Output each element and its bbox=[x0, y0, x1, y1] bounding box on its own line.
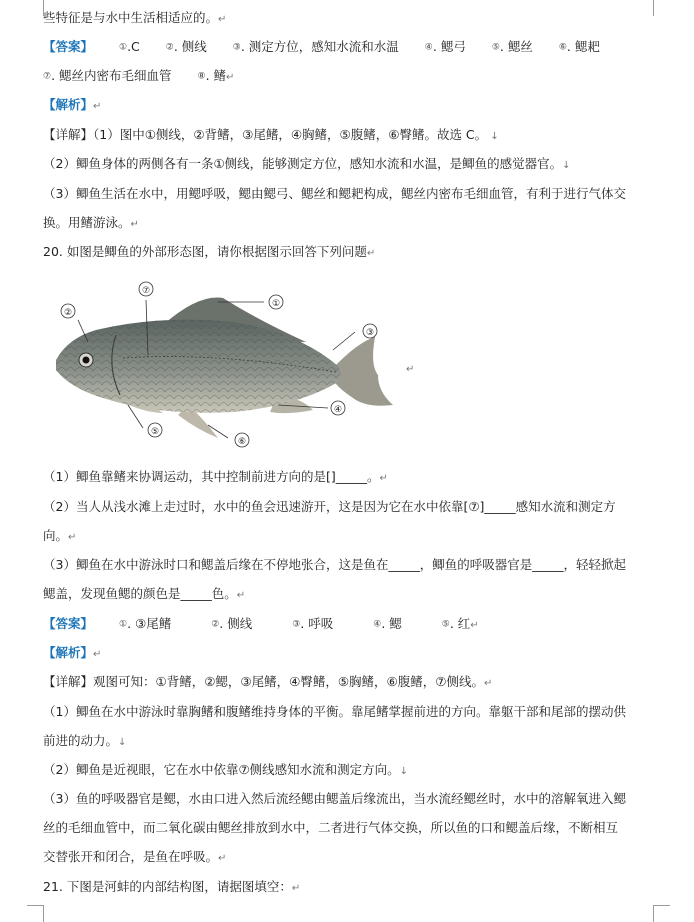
answer-item: ⑥. 鳃耙 bbox=[558, 39, 600, 54]
answer-item: ④. 鳃 bbox=[373, 616, 402, 631]
analysis-label: 【解析】 bbox=[43, 97, 94, 112]
answer-item: ⑦. 鳃丝内密布毛细血管 bbox=[43, 68, 172, 83]
answer-item: ⑤. 鳃丝 bbox=[491, 39, 533, 54]
svg-text:↵: ↵ bbox=[406, 364, 415, 375]
question-20: 20. 如图是鲫鱼的外部形态图，请你根据图示回答下列问题↵ bbox=[43, 244, 376, 259]
text-line: 【详解】观图可知：①背鳍，②鳃，③尾鳍，④臀鳍，⑤胸鳍，⑥腹鳍，⑦侧线。↵ bbox=[43, 674, 493, 689]
label-6: ⑥ bbox=[237, 437, 247, 447]
answer-line-2: ⑦. 鳃丝内密布毛细血管 ⑧. 鳍↵ bbox=[43, 68, 235, 83]
text-line: 换。用鳍游泳。↵ bbox=[43, 215, 139, 230]
corner-mark bbox=[27, 905, 44, 922]
answer-item: ③. 呼吸 bbox=[292, 616, 334, 631]
text-line: （2）当人从浅水滩上走过时，水中的鱼会迅速游开，这是因为它在水中依靠[⑦]_____感知水流和测定方 bbox=[43, 499, 616, 514]
text-line: 鳃盖，发现鱼鳃的颜色是_____色。↵ bbox=[43, 586, 246, 601]
text-line: （3）鲫鱼在水中游泳时口和鳃盖后缘在不停地张合，这是鱼在_____，鲫鱼的呼吸器官是_____，轻轻掀起 bbox=[43, 557, 626, 572]
text-line: （3）鲫鱼生活在水中，用鳃呼吸，鳃由鳃弓、鳃丝和鳃耙构成，鳃丝内密布毛细血管，有利于进行气体交 bbox=[43, 186, 626, 201]
label-4: ④ bbox=[333, 405, 343, 415]
label-2: ② bbox=[63, 308, 73, 318]
tail-fin bbox=[333, 337, 393, 406]
label-3: ③ bbox=[365, 328, 375, 338]
label-7: ⑦ bbox=[141, 286, 151, 296]
corner-mark bbox=[653, 0, 670, 16]
corner-mark bbox=[653, 905, 670, 922]
corner-mark bbox=[27, 0, 44, 16]
answer-item: ③. 测定方位，感知水流和水温 bbox=[232, 39, 399, 54]
answer-item: ⑧. 鳍 bbox=[197, 68, 227, 83]
text-line: 丝的毛细血管中，而二氧化碳由鳃丝排放到水中，二者进行气体交换，所以鱼的口和鳃盖后缘，不断相互 bbox=[43, 820, 619, 835]
label-1: ① bbox=[271, 299, 281, 309]
answer-item: ⑤. 红 bbox=[441, 616, 471, 631]
answer-item: ②. 侧线 bbox=[165, 39, 207, 54]
text-line: 些特征是与水中生活相适应的。↵ bbox=[43, 10, 227, 25]
text-line: （1）鲫鱼在水中游泳时靠胸鳍和腹鳍维持身体的平衡。靠尾鳍掌握前进的方向。靠躯干部和尾部的摆动供 bbox=[43, 704, 626, 719]
answer-item: ①. ③尾鳍 bbox=[119, 616, 172, 631]
answer-line-3: 【答案】 ①. ③尾鳍 ②. 侧线 ③. 呼吸 ④. 鳃 ⑤. 红↵ bbox=[43, 616, 479, 631]
analysis-label: 【解析】 bbox=[43, 645, 94, 660]
text-line: 向。↵ bbox=[43, 528, 77, 543]
text-line: （2）鲫鱼身体的两侧各有一条①侧线，能够测定方位，感知水流和水温，是鲫鱼的感觉器官。↓ bbox=[43, 156, 571, 171]
carp-figure bbox=[48, 280, 418, 455]
answer-label: 【答案】 bbox=[43, 616, 94, 631]
answer-line-1 bbox=[43, 38, 600, 57]
answer-item: ④. 鳃弓 bbox=[424, 39, 466, 54]
text-line: 【详解】（1）图中①侧线，②背鳍，③尾鳍，④胸鳍，⑤腹鳍，⑥臀鳍。故选 C。 ↓ bbox=[43, 127, 499, 142]
text-line: 前进的动力。↓ bbox=[43, 733, 127, 748]
analysis-line: 【解析】↵ bbox=[43, 97, 102, 112]
text-line: 交替张开和闭合，是鱼在呼吸。↵ bbox=[43, 849, 227, 864]
text-line: （2）鲫鱼是近视眼，它在水中依靠⑦侧线感知水流和测定方向。↓ bbox=[43, 762, 409, 777]
question-21: 21. 下图是河蚌的内部结构图，请据图填空：↵ bbox=[43, 879, 301, 894]
analysis-line: 【解析】↵ bbox=[43, 645, 102, 660]
text-line: （3）鱼的呼吸器官是鳃，水由口进入然后流经鳃由鳃盖后缘流出，当水流经鳃丝时，水中的溶解氧进入鳃 bbox=[43, 791, 626, 806]
answer-item: ②. 侧线 bbox=[211, 616, 253, 631]
text-line: （1）鲫鱼靠鳍来协调运动，其中控制前进方向的是[]_____。↵ bbox=[43, 469, 388, 484]
label-5: ⑤ bbox=[150, 427, 160, 437]
answer-label: 【答案】 bbox=[43, 39, 94, 54]
answer-item: ①.C bbox=[119, 39, 140, 54]
